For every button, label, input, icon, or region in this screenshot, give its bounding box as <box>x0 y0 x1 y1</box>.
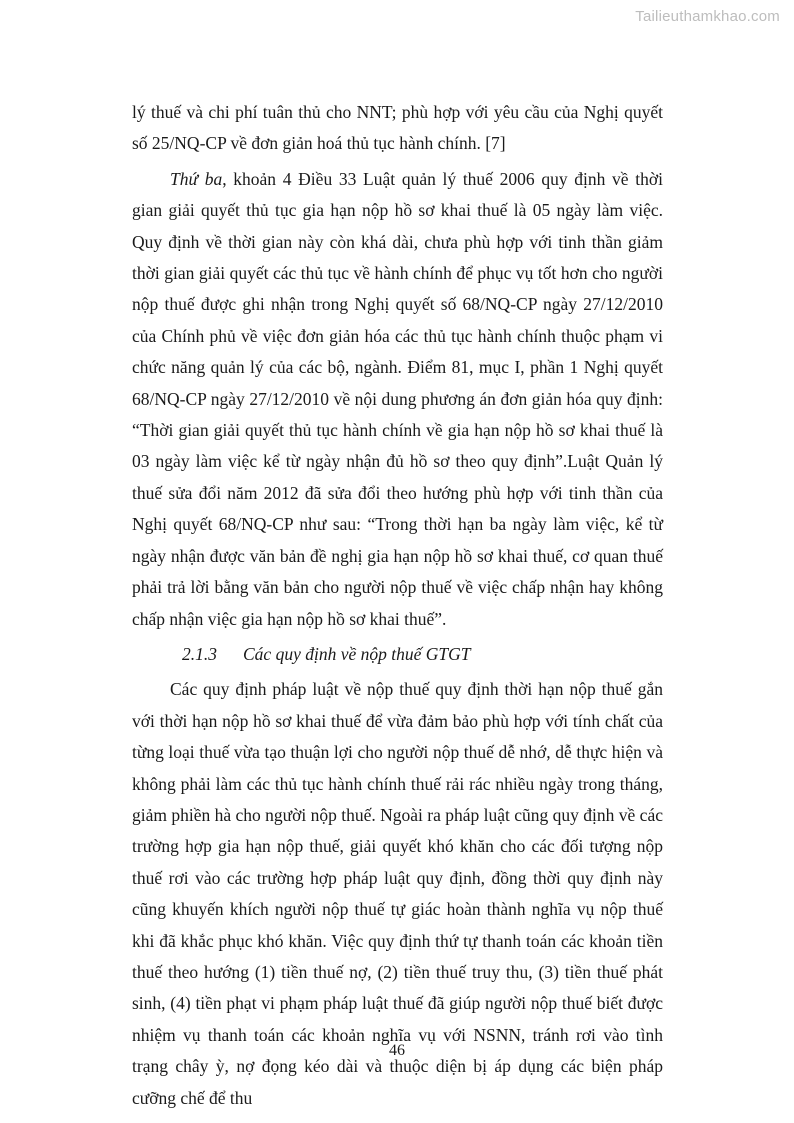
paragraph-continuation: lý thuế và chi phí tuân thủ cho NNT; phù hợp với yêu cầu của Nghị quyết số 25/NQ-CP về đơn giản hoá thủ tục hành chính. [7] <box>132 102 663 154</box>
paragraph-nop-thue: Các quy định pháp luật về nộp thuế quy định thời hạn nộp thuế gắn với thời hạn nộp hồ sơ khai thuế để vừa đảm bảo phù hợp với tính chất của từng loại thuế vừa tạo thuận lợi cho người nộp thuế dễ nhớ, dễ thực hiện và không phải làm các thủ tục hành chính thuế rải rác nhiều ngày trong tháng, giảm phiền hà cho người nộp thuế. Ngoài ra pháp luật cũng quy định về các trường hợp gia hạn nộp thuế, giải quyết khó khăn cho các đối tượng nộp thuế rơi vào các trường hợp pháp luật quy định, đồng thời quy định này cũng khuyến khích người nộp thuế tự giác hoàn thành nghĩa vụ nộp thuế khi đã khắc phục khó khăn. Việc quy định thứ tự thanh toán các khoản tiền thuế theo hướng (1) tiền thuế nợ, (2) tiền thuế truy thu, (3) tiền thuế phát sinh, (4) tiền phạt vi phạm pháp luật thuế đã giúp người nộp thuế biết được nhiệm vụ thanh toán các khoản nghĩa vụ với NSNN, tránh rơi vào tình trạng chây ỳ, nợ đọng kéo dài và thuộc diện bị áp dụng các biện pháp cưỡng chế để thu <box>132 679 663 1108</box>
section-heading-title: Các quy định về nộp thuế GTGT <box>243 643 471 664</box>
section-heading-number: 2.1.3 <box>182 643 217 664</box>
page-number: 46 <box>389 1042 405 1059</box>
paragraph-thu-ba <box>132 164 663 635</box>
paragraph-thu-ba-text: , khoản 4 Điều 33 Luật quản lý thuế 2006 quy định về thời gian giải quyết thủ tục gia hạn nộp hồ sơ khai thuế là 05 ngày làm việc. Quy định về thời gian này còn khá dài, chưa phù hợp với tinh thần giảm thời gian giải quyết các thủ tục về hành chính để phục vụ tốt hơn cho người nộp thuế được ghi nhận trong Nghị quyết số 68/NQ-CP ngày 27/12/2010 của Chính phủ về việc đơn giản hóa các thủ tục hành chính thuộc phạm vi chức năng quản lý của các bộ, ngành. Điểm 81, mục I, phần 1 Nghị quyết 68/NQ-CP ngày 27/12/2010 về nội dung phương án đơn giản hóa quy định: “Thời gian giải quyết thủ tục hành chính về gia hạn nộp hồ sơ khai thuế là 03 ngày làm việc kể từ ngày nhận đủ hồ sơ theo quy định”.Luật Quản lý thuế sửa đổi năm 2012 đã sửa đổi theo hướng phù hợp với tinh thần của Nghị quyết 68/NQ-CP như sau: “Trong thời hạn ba ngày làm việc, kể từ ngày nhận được văn bản đề nghị gia hạn nộp hồ sơ khai thuế, cơ quan thuế phải trả lời bằng văn bản cho người nộp thuế về việc chấp nhận hay không chấp nhận việc gia hạn nộp hồ sơ khai thuế”. <box>132 168 663 629</box>
document-page-body <box>132 97 663 1118</box>
watermark: Tailieuthamkhao.com <box>635 8 780 25</box>
section-heading <box>132 639 663 670</box>
paragraph-lead-italic: Thứ ba <box>170 168 223 189</box>
